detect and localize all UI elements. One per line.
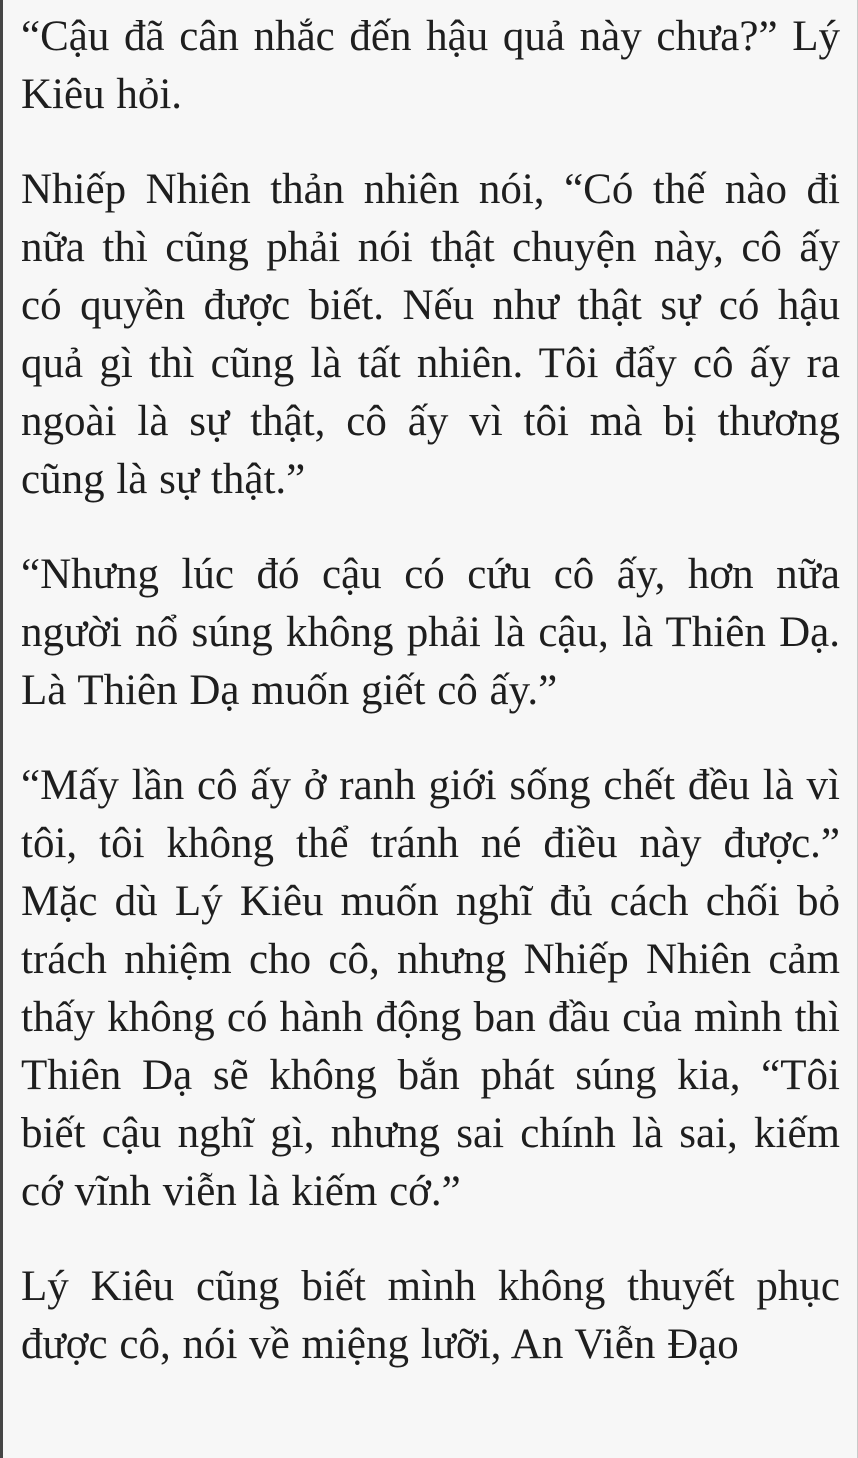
paragraph-3: “Nhưng lúc đó cậu có cứu cô ấy, hơn nữa người nổ súng không phải là cậu, là Thiên Dạ. Là Thiên Dạ muốn giết cô ấy.” [21,551,840,714]
paragraph-2: Nhiếp Nhiên thản nhiên nói, “Có thế nào đi nữa thì cũng phải nói thật chuyện này, cô ấy có quyền được biết. Nếu như thật sự có hậu quả gì thì cũng là tất nhiên. Tôi đẩy cô ấy ra ngoài là sự thật, cô ấy vì tôi mà bị thương cũng là sự thật.” [21,166,840,503]
paragraph-5: Lý Kiêu cũng biết mình không thuyết phục được cô, nói về miệng lưỡi, An Viễn Đạo [21,1263,840,1368]
paragraph-4: “Mấy lần cô ấy ở ranh giới sống chết đều là vì tôi, tôi không thể tránh né điều này được.” Mặc dù Lý Kiêu muốn nghĩ đủ cách chối bỏ trách nhiệm cho cô, nhưng Nhiếp Nhiên cảm thấy không có hành động ban đầu của mình thì Thiên Dạ sẽ không bắn phát súng kia, “Tôi biết cậu nghĩ gì, nhưng sai chính là sai, kiếm cớ vĩnh viễn là kiếm cớ.” [21,762,840,1215]
paragraph-1: “Cậu đã cân nhắc đến hậu quả này chưa?” Lý Kiêu hỏi. [21,13,840,118]
